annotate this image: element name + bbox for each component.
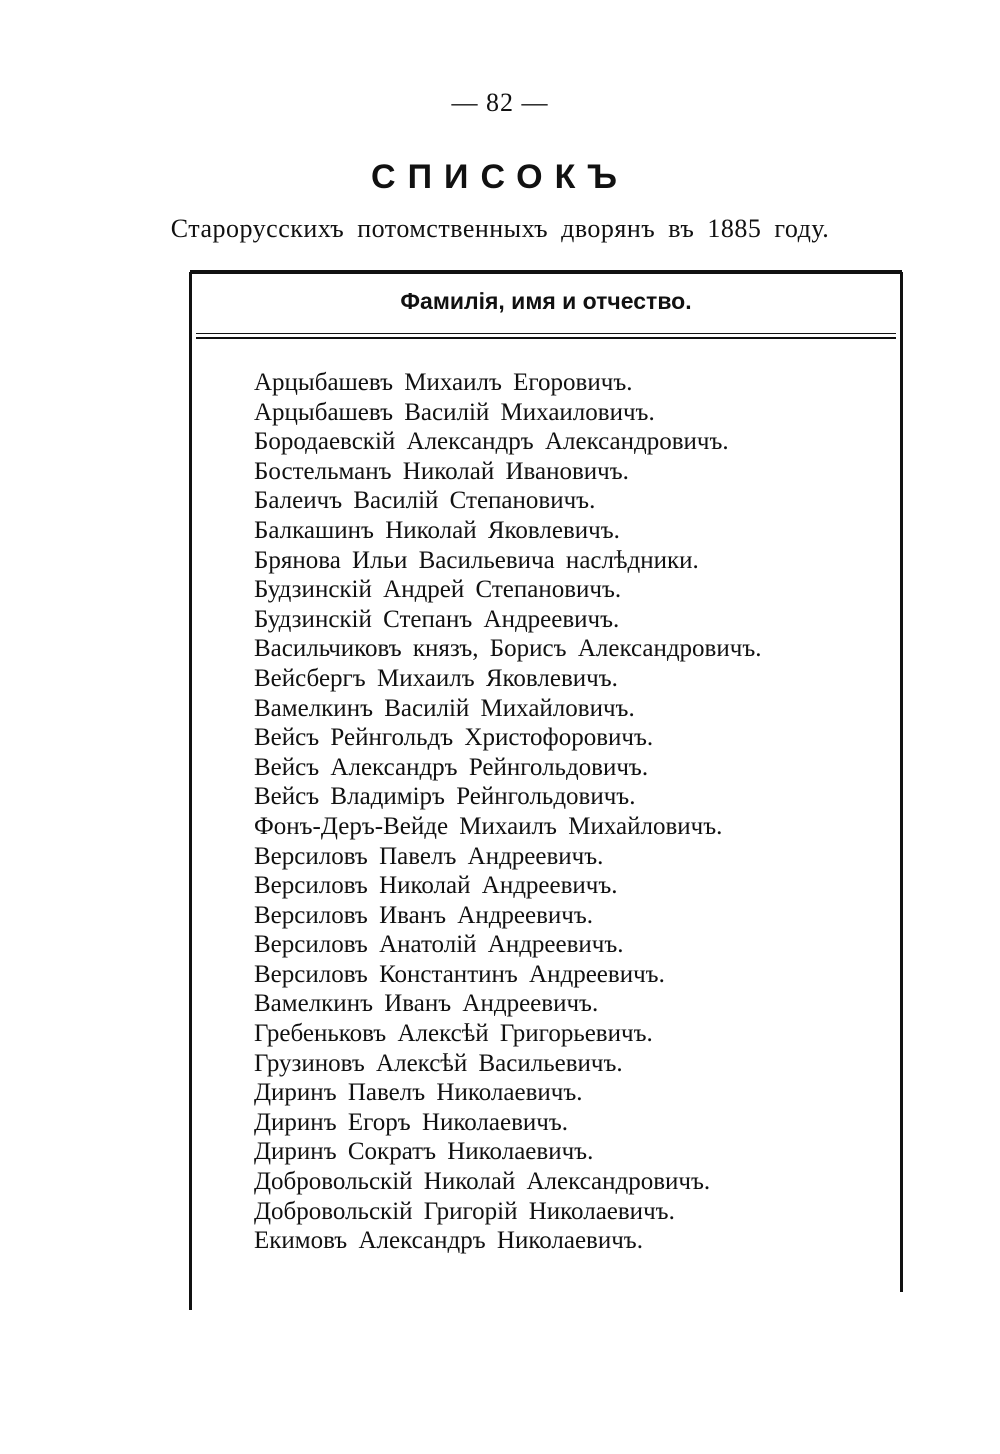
- table-right-rule: [900, 272, 903, 1292]
- list-item: Добровольскій Николай Александровичъ.: [254, 1168, 711, 1196]
- list-item: Диринъ Сократъ Николаевичъ.: [254, 1138, 594, 1166]
- list-item: Бостельманъ Николай Ивановичъ.: [254, 457, 629, 485]
- list-item: Версиловъ Николай Андреевичъ.: [254, 872, 618, 900]
- list-item: Версиловъ Анатолій Андреевичъ.: [254, 931, 624, 959]
- list-item: Фонъ-Деръ-Вейде Михаилъ Михайловичъ.: [254, 812, 723, 840]
- list-item: Вейсъ Владиміръ Рейнгольдовичъ.: [254, 783, 636, 811]
- page-title: СПИСОКЪ: [371, 158, 629, 196]
- list-item: Диринъ Егоръ Николаевичъ.: [254, 1108, 569, 1136]
- list-item: Добровольскій Григорій Николаевичъ.: [254, 1197, 675, 1225]
- list-item: Вамелкинъ Василій Михайловичъ.: [254, 694, 635, 722]
- list-item: Балкашинъ Николай Яковлевичъ.: [254, 516, 620, 544]
- list-item: Арцыбашевъ Василій Михаиловичъ.: [254, 398, 655, 426]
- list-item: Версиловъ Павелъ Андреевичъ.: [254, 842, 604, 870]
- column-header: Фамилія, имя и отчество.: [400, 288, 692, 314]
- list-item: Будзинскій Степанъ Андреевичъ.: [254, 605, 620, 633]
- page-subtitle: Старорусскихъ потомственныхъ дворянъ въ 1885 году.: [170, 214, 830, 243]
- list-item: Грузиновъ Алексѣй Васильевичъ.: [254, 1049, 623, 1077]
- list-item: Арцыбашевъ Михаилъ Егоровичъ.: [254, 369, 633, 396]
- table-left-rule: [189, 272, 192, 1310]
- header-divider: [196, 333, 896, 334]
- list-item: Гребеньковъ Алексѣй Григорьевичъ.: [254, 1020, 653, 1048]
- list-item: Брянова Ильи Васильевича наслѣдники.: [254, 546, 699, 574]
- list-item: Вейсъ Александръ Рейнгольдовичъ.: [254, 753, 649, 781]
- list-item: Версиловъ Константинъ Андреевичъ.: [254, 960, 665, 988]
- page-number: — 82 —: [451, 88, 549, 117]
- list-item: Балеичъ Василій Степановичъ.: [254, 487, 596, 515]
- table-top-rule: [190, 270, 902, 274]
- list-item: Екимовъ Александръ Николаевичъ.: [254, 1227, 643, 1255]
- list-item: Бородаевскій Александръ Александровичъ.: [254, 428, 729, 456]
- names-list: [254, 368, 884, 1256]
- list-item: Будзинскій Андрей Степановичъ.: [254, 576, 622, 604]
- list-item: Васильчиковъ князъ, Борисъ Александровичъ.: [254, 635, 762, 663]
- header-divider-double: [196, 337, 896, 339]
- list-item: Версиловъ Иванъ Андреевичъ.: [254, 901, 594, 929]
- list-item: Вамелкинъ Иванъ Андреевичъ.: [254, 990, 599, 1018]
- list-item: Вейсъ Рейнгольдъ Христофоровичъ.: [254, 724, 654, 752]
- list-item: Вейсбергъ Михаилъ Яковлевичъ.: [254, 664, 618, 692]
- list-item: Диринъ Павелъ Николаевичъ.: [254, 1079, 583, 1107]
